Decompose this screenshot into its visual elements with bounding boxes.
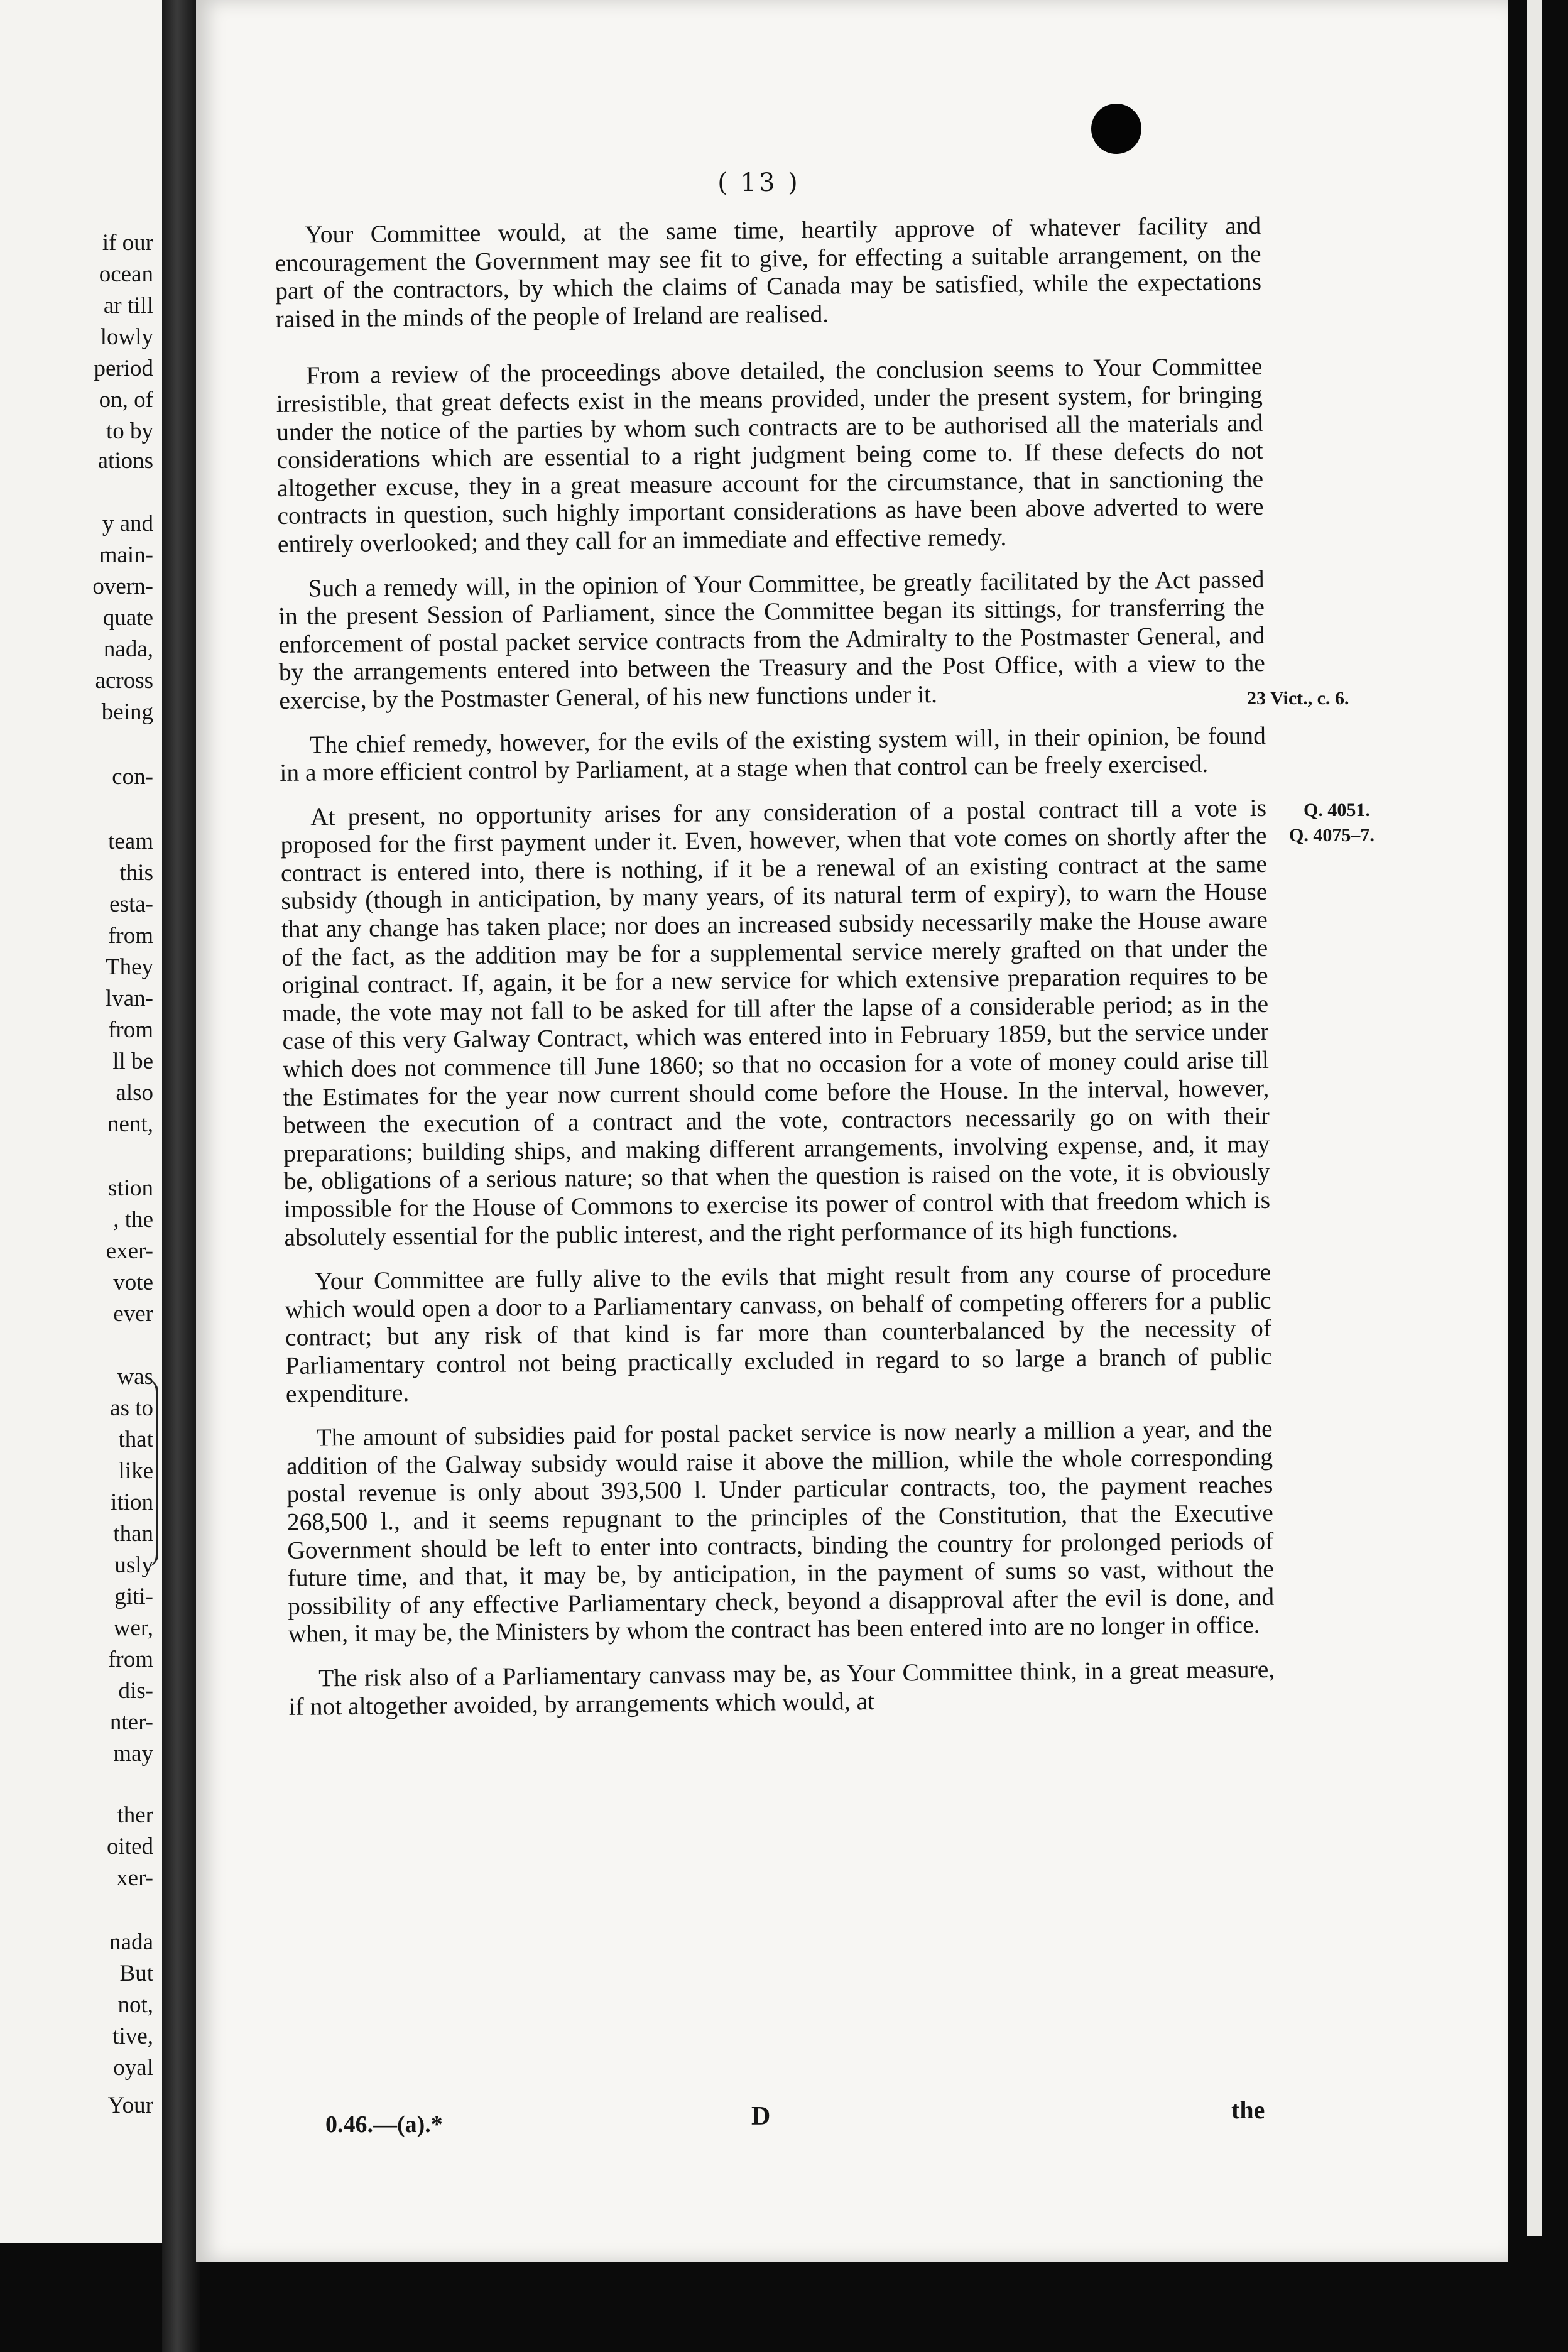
left-page-fragment: also — [116, 1080, 153, 1106]
left-page-fragment: from — [108, 1017, 153, 1043]
left-page-fragment: like — [118, 1458, 153, 1484]
paragraph: From a review of the proceedings above detailed, the conclusion seems to Your Committee irresistible, that great defects exist in the means provided, under the present system, for bringing under the notice of the parties by whom such contracts are to be authorised all the materials and considerations which are essential to a right judgment being come to. If these defects do not altogether excuse, they in a great measure account for the circumstance, that in sanctioning the contracts in question, such highly important considerations as have been above adverted to were entirely overlooked; and they call for an immediate and effective remedy. — [276, 352, 1264, 558]
catchword: the — [1231, 2096, 1265, 2124]
left-page-fragment: ition — [111, 1489, 153, 1515]
punch-hole — [1091, 104, 1141, 154]
left-page-fragment: nada, — [103, 636, 153, 662]
left-page-fragment: ther — [117, 1802, 153, 1828]
left-page-fragment: across — [95, 668, 153, 694]
paragraph: At present, no opportunity arises for any consideration of a postal contract till a vote is proposed for the first payment under it. Even, however, when that vote comes on shortly after the contract is entered into, there is nothing, if it be a renewal of an existing contract at the same subsidy (though in anticipation, by many years, of its natural term of expiry), to warn the House that any change has taken place; nor does an increased subsidy necessarily make the House aware of the fact, as the addition may be for a supplemental service merely grafted on that under the original contract. If, again, it be for a new service for which extensive preparation requires to be made, the vote may not fall to be asked for till after the lapse of a considerable period; as in the case of this very Galway Contract, which was entered into in February 1859, but the service under which does not commence till June 1860; so that no occasion for a vote of money could arise till the Estimates for the year now current should come before the House. In the interval, however, between the execution of a contract and the vote, contractors necessarily go on with their preparations; building ships, and making different arrangements, involving expense, and, it may be, obligations of a serious nature; so that when the question is raised on the vote, it is obviously impossible for the House of Commons to exercise its power of control with that freedom which is absolutely essential for the public interest, and the right performance of its high functions. — [280, 793, 1271, 1251]
left-page-fragment: ever — [113, 1301, 153, 1327]
margin-note-q1: Q. 4051. — [1304, 800, 1370, 820]
left-page-fragment: as to — [110, 1395, 153, 1421]
left-page-fragment: to by — [106, 418, 153, 444]
book-spine — [162, 0, 200, 2352]
left-page-fragment: this — [119, 860, 153, 886]
left-page-fragment: period — [94, 356, 153, 381]
paragraph: The chief remedy, however, for the evils of the existing system will, in their opinion, be found in a more efficient control by Parliament, at a stage when that control can be freely exercised. — [280, 721, 1266, 787]
left-page-fragment: ar till — [103, 293, 153, 318]
left-page-fragment: from — [108, 1647, 153, 1672]
left-page-fragment: ations — [97, 448, 153, 474]
left-page-fragment: main- — [99, 542, 153, 568]
left-page-fragment: from — [108, 923, 153, 949]
left-page-fragment: , the — [113, 1207, 153, 1233]
left-page-fragment: con- — [112, 764, 153, 790]
paragraph: The risk also of a Parliamentary canvass may be, as Your Committee think, in a great measure, if not altogether avoided, by arrangements which would, at — [288, 1655, 1275, 1721]
left-page-fragment: that — [118, 1427, 153, 1452]
left-page-fragment: oyal — [113, 2055, 153, 2081]
left-page-fragment: They — [105, 954, 153, 980]
paragraph: Your Committee would, at the same time, heartily approve of whatever facility and encouragement the Government may see fit to give, for effecting a suitable arrangement, on the part of the contractors, by which the claims of Canada may be satisfied, while the expectations raised in the minds of the people of Ireland are realised. — [275, 211, 1262, 333]
left-page-fragment: esta- — [109, 891, 153, 917]
left-page-fragment: usly — [114, 1552, 153, 1578]
next-page-edge — [1527, 0, 1542, 2236]
left-page-fragment: tive, — [112, 2023, 153, 2049]
left-page-fragment: giti- — [114, 1584, 153, 1609]
left-page-fragment: may — [113, 1741, 153, 1767]
left-page-fragment: lowly — [100, 324, 153, 350]
page-number-text: ( 13 ) — [717, 168, 800, 197]
left-page-fragment: nada — [109, 1929, 153, 1955]
left-page-fragment: But — [119, 1961, 153, 1986]
left-page-fragment: exer- — [106, 1238, 153, 1264]
left-page-fragment: than — [113, 1521, 153, 1547]
left-page-fragment: on, of — [99, 387, 153, 413]
footer-reference: 0.46.—(a).* — [325, 2111, 443, 2138]
left-page-fragment: ocean — [99, 261, 153, 287]
margin-note-q2: Q. 4075–7. — [1289, 825, 1375, 846]
left-page-fragment: Your — [107, 2093, 153, 2118]
left-page-fragment: being — [101, 699, 153, 725]
left-page-fragment: not, — [117, 1992, 153, 2018]
body-text — [275, 212, 1275, 1737]
left-page-fragment: lvan- — [105, 986, 153, 1011]
left-page-fragment: nent, — [107, 1111, 153, 1137]
paragraph: Such a remedy will, in the opinion of Your Committee, be greatly facilitated by the Act passed in the present Session of Parliament, since the Committee began its sittings, for transferring the enforcement of postal packet service contracts from the Admiralty to the Postmaster General, and by the arrangements entered into between the Treasury and the Post Office, with a view to the exercise, by the Postmaster General, of his new functions under it. — [278, 565, 1266, 714]
left-page-fragment: if our — [102, 230, 153, 256]
left-page-fragment: y and — [102, 511, 153, 536]
margin-bracket — [136, 1379, 158, 1567]
left-page-fragment: xer- — [116, 1865, 153, 1891]
left-page-fragment: quate — [102, 605, 153, 631]
left-page-fragment: ll be — [112, 1048, 153, 1074]
page-number — [0, 168, 1568, 197]
signature-mark: D — [751, 2102, 771, 2131]
left-page-fragment: vote — [113, 1270, 153, 1295]
previous-page-fragment — [0, 0, 162, 2243]
left-page-fragment: stion — [108, 1175, 153, 1201]
left-page-fragment: was — [117, 1364, 153, 1390]
left-page-fragment: overn- — [92, 574, 153, 599]
left-page-fragment: nter- — [109, 1709, 153, 1735]
paragraph: The amount of subsidies paid for postal packet service is now nearly a million a year, and the addition of the Galway subsidy would raise it above the million, while the whole corresponding postal revenue is only about 393,500 l. Under particular contracts, too, the payment reaches 268,500 l., and it seems repugnant to the principles of the Constitution, that the Executive Government should be left to enter into contracts, binding the country for prolonged periods of future time, and that, it may be, by anticipation, in the payment of sums so vast, without the possibility of any effective Parliamentary check, beyond a disapproval after the evil is done, and when, it may be, the Ministers by whom the contract has been entered into are no longer in office. — [286, 1414, 1275, 1648]
left-page-fragment: team — [108, 829, 153, 854]
left-page-fragment: dis- — [118, 1678, 153, 1704]
left-page-fragment: oited — [107, 1834, 153, 1859]
paragraph: Your Committee are fully alive to the evils that might result from any course of procedure which would open a door to a Parliamentary canvass, on behalf of competing offerers for a public contract; but any risk of that kind is far more than counterbalanced by the necessity of Parliamentary control not being practically excluded in regard to so large a branch of public expenditure. — [285, 1258, 1272, 1408]
margin-note-act: 23 Vict., c. 6. — [1247, 688, 1349, 709]
left-page-fragment: wer, — [113, 1615, 153, 1641]
